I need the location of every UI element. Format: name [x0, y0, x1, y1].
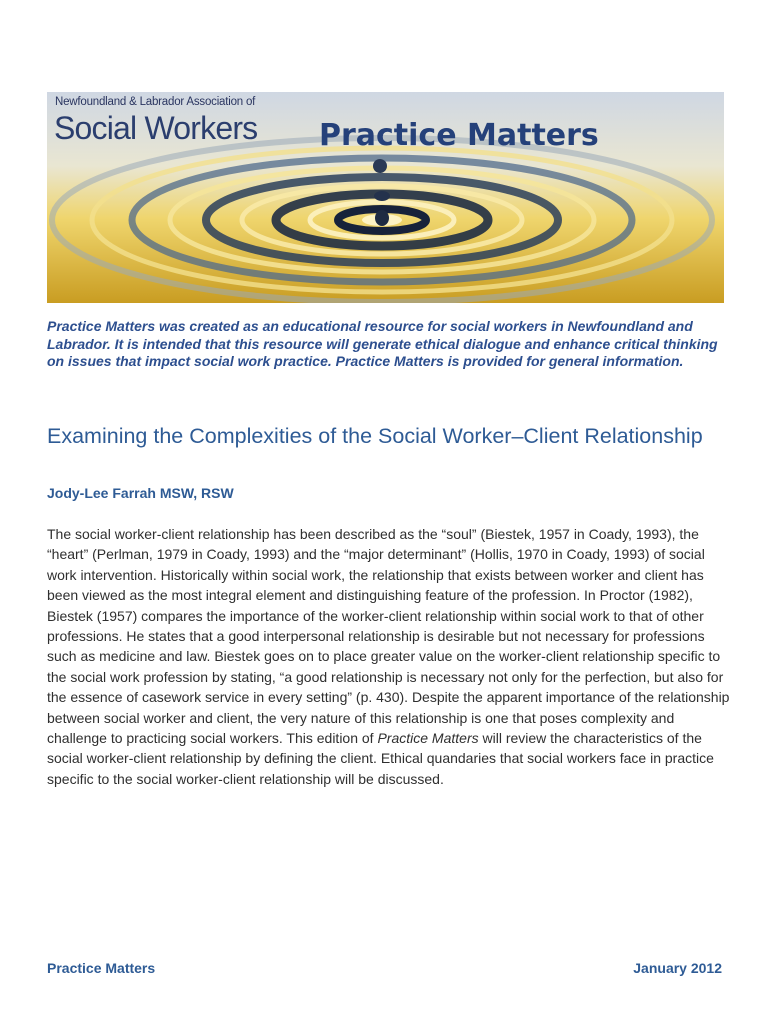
body-text-part-1: The social worker-client relationship has been described as the “soul” (Biestek, 1957 in Coady, 1993), the “heart” (Perlman, 1979 in Coady, 1993) and the “major determinant” (Hollis, 1970 in Coady, 1993) of social work intervention. Historically within social work, the relationship that exists between worker and client has been viewed as the most integral element and distinguishing feature of the profession. In Proctor (1982), Biestek (1957) compares the importance of the worker-client relationship within social work to that of other professions. He states that a good interpersonal relationship is desirable but not necessary for professions such as medicine and law. Biestek goes on to place greater value on the worker-client relationship specific to the social work profession by stating, “a good relationship is necessary not only for the perfection, but also for the essence of casework service in every setting” (p. 430). Despite the apparent importance of the relationship between social worker and client, the very nature of this relationship is one that poses complexity and challenge to practicing social workers. This edition of [47, 526, 730, 747]
body-text-part-2: will review the characteristics of the social worker-client relationship by defining the client. Ethical quandaries that social workers face in practice specific to the social worker-client relationship will be discussed. [47, 730, 714, 787]
footer-publication-name: Practice Matters [47, 960, 156, 976]
article-title: Examining the Complexities of the Social Worker–Client Relationship [47, 424, 703, 448]
org-association-line: Newfoundland & Labrador Association of [55, 96, 256, 108]
org-name-logo: Social Workers [54, 110, 258, 146]
header-banner [47, 92, 724, 303]
banner-title: Practice Matters [319, 118, 599, 153]
body-italic-publication-name: Practice Matters [377, 730, 479, 747]
article-author: Jody-Lee Farrah MSW, RSW [47, 485, 234, 501]
article-body [47, 524, 731, 789]
footer-date: January 2012 [633, 960, 722, 976]
intro-paragraph: Practice Matters was created as an educational resource for social workers in Newfoundland and Labrador. It is intended that this resource will generate ethical dialogue and enhance critical thinking on issues that impact social work practice. Practice Matters is provided for general information. [47, 318, 718, 369]
